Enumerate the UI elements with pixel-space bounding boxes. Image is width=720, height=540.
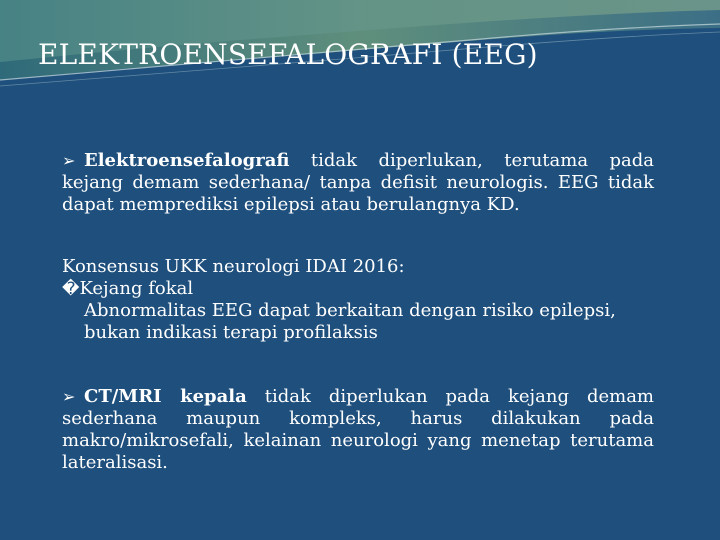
bullet-ctmri (62, 386, 654, 474)
konsensus-item (62, 278, 654, 300)
bullet-eeg-text: tidak diperlukan, terutama pada kejang demam sederhana/ tanpa defisit neurologis. EEG tidak dapat memprediksi epilepsi atau berulangnya KD. (62, 150, 654, 215)
bullet-ctmri-bold: CT/MRI kepala (84, 386, 247, 407)
konsensus-note: Abnormalitas EEG dapat berkaitan dengan risiko epilepsi, bukan indikasi terapi profilaksis (84, 300, 616, 343)
slide-title: ELEKTROENSEFALOGRAFI (EEG) (38, 38, 538, 71)
arrow-bullet-icon: ➢ (62, 387, 76, 406)
konsensus-heading: Konsensus UKK neurologi IDAI 2016: (62, 256, 405, 277)
konsensus-item-label: Kejang fokal (79, 278, 194, 299)
bullet-eeg-bold: Elektroensefalografi (84, 150, 290, 171)
bullet-eeg (62, 150, 654, 216)
bullet-ctmri-text: tidak diperlukan pada kejang demam sederhana maupun kompleks, harus dilakukan pada makro/mikrosefali, kelainan neurologi yang menetap terutama lateralisasi. (62, 386, 654, 473)
arrow-bullet-icon: ➢ (62, 151, 76, 170)
missing-glyph-icon: � (62, 279, 80, 299)
konsensus-block (62, 256, 654, 344)
